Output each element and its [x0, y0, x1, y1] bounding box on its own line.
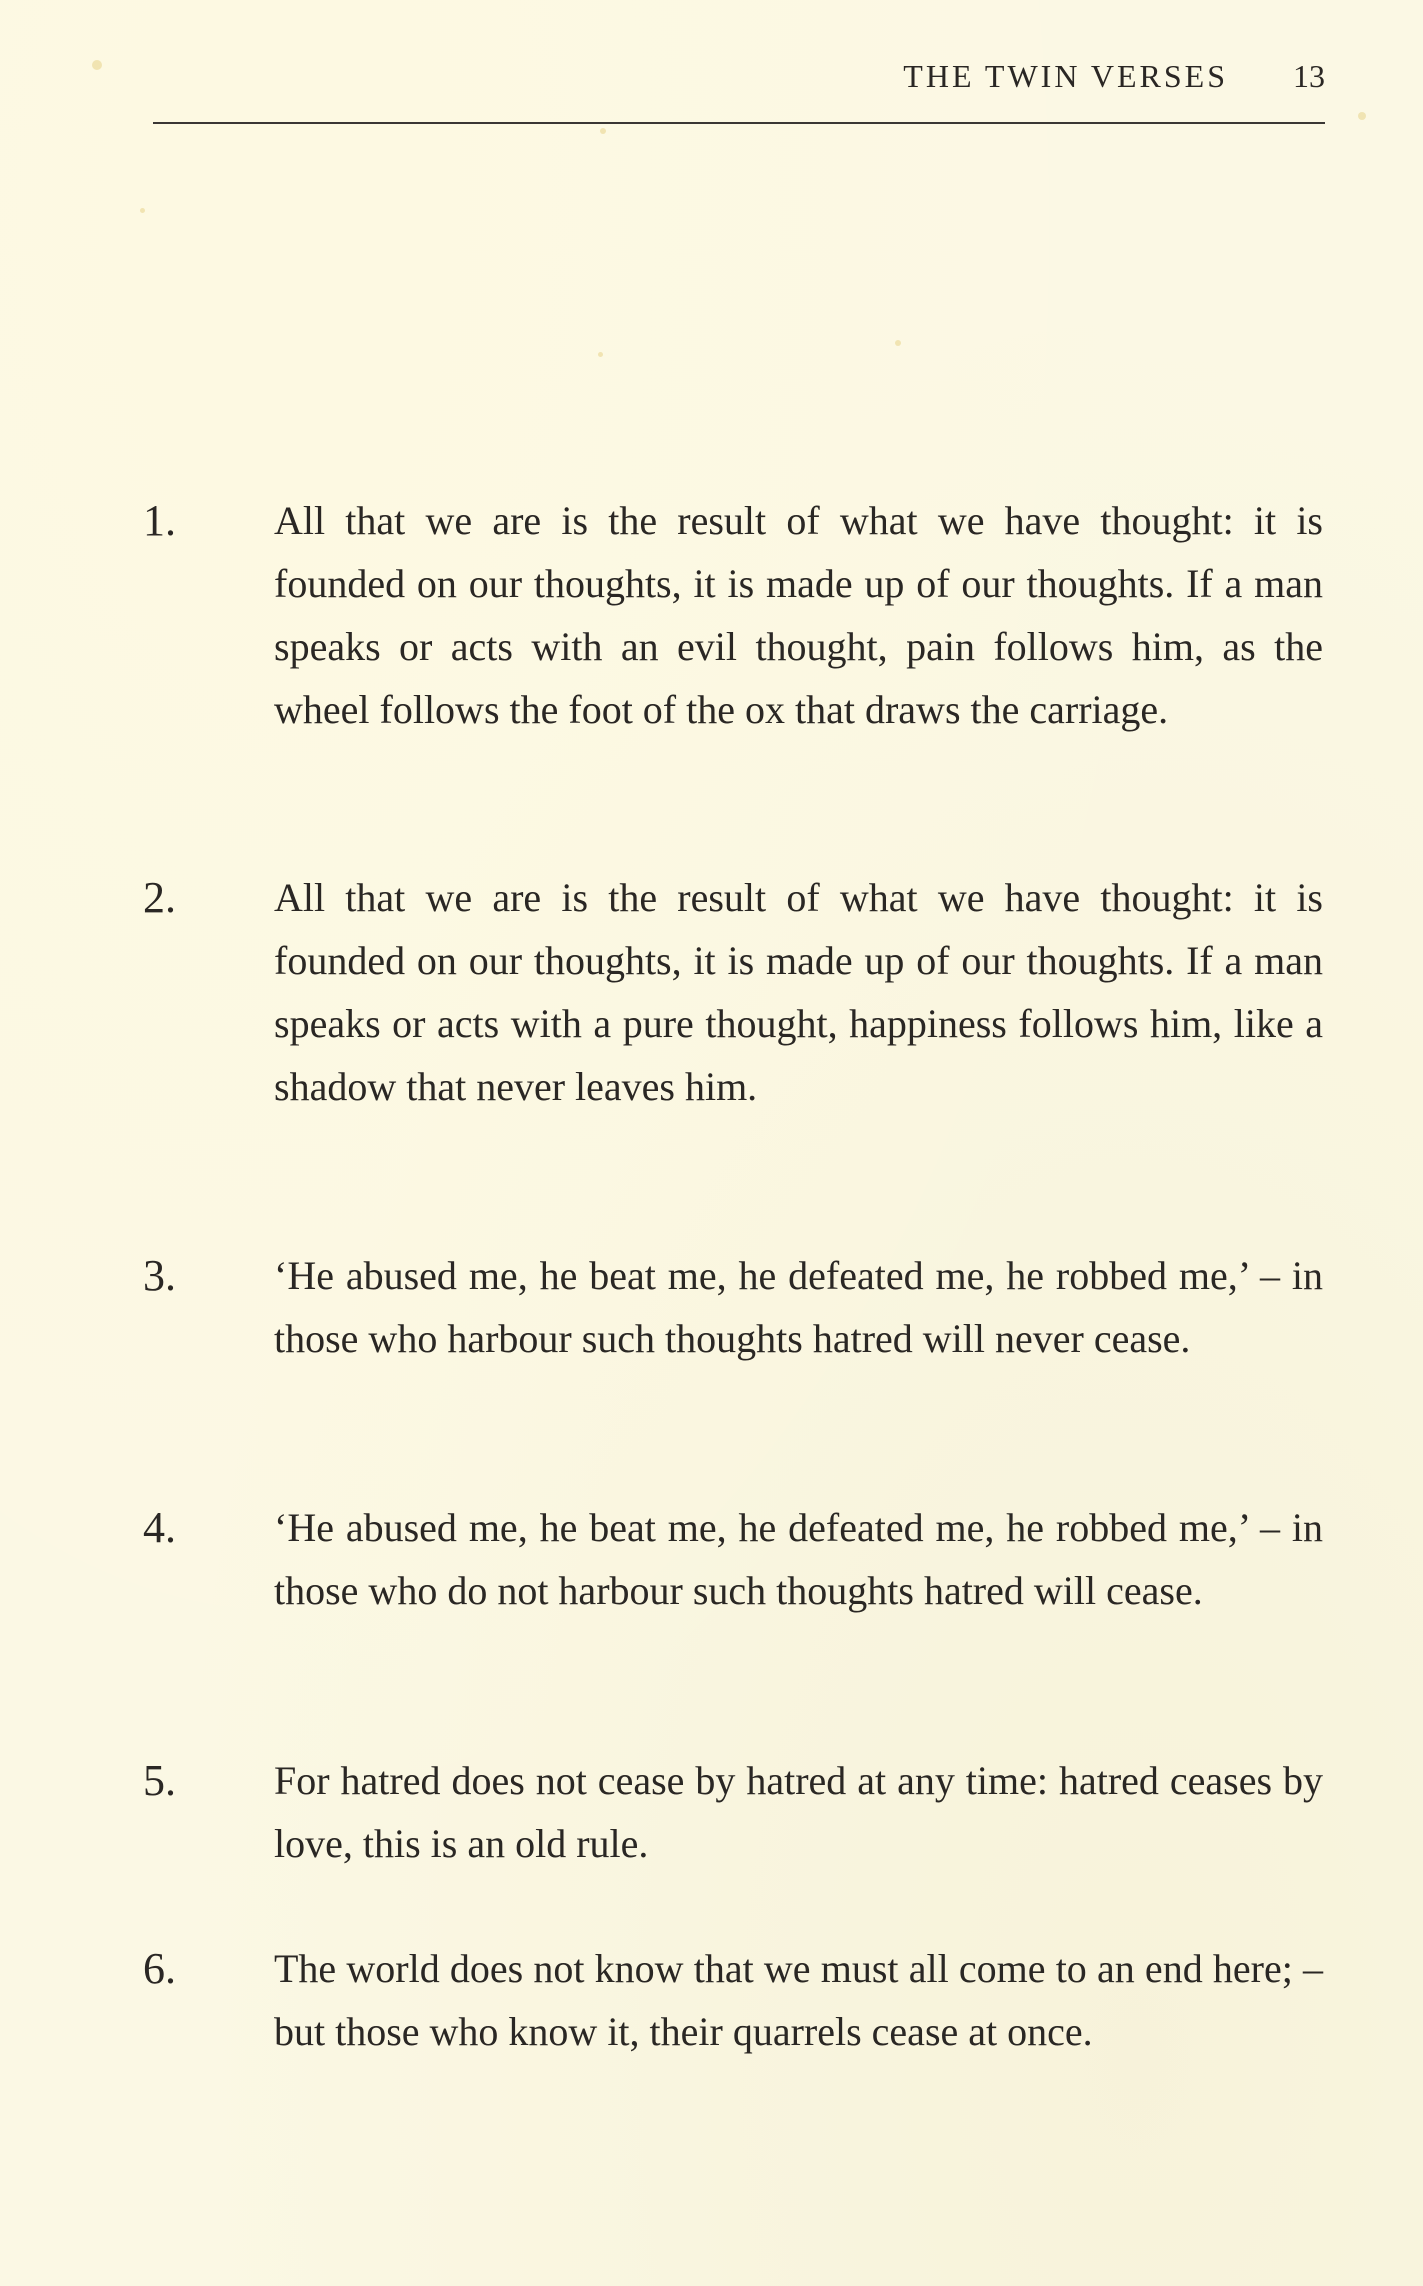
verse-number: 5. — [143, 1756, 176, 1805]
page-number: 13 — [1293, 58, 1325, 94]
header-rule — [153, 122, 1325, 124]
verse-number: 6. — [143, 1944, 176, 1993]
verse-text: ‘He abused me, he beat me, he defeated me, he robbed me,’ – in those who harbour such thoughts hatred will never cease. — [274, 1253, 1323, 1361]
paper-speck — [600, 128, 606, 134]
verse-number: 4. — [143, 1503, 176, 1552]
running-head — [153, 58, 1325, 102]
verse-text: The world does not know that we must all come to an end here; – but those who know it, their quarrels cease at once. — [274, 1946, 1323, 2054]
paper-speck — [140, 208, 145, 213]
verse-number: 3. — [143, 1251, 176, 1300]
paper-speck — [92, 60, 102, 70]
verse-text: All that we are is the result of what we have thought: it is founded on our thoughts, it is made up of our thoughts. If a man speaks or acts with an evil thought, pain follows him, as the wheel follows the foot of the ox that draws the carriage. — [274, 498, 1323, 732]
verse-number: 2. — [143, 873, 176, 922]
verse-text: All that we are is the result of what we have thought: it is founded on our thoughts, it is made up of our thoughts. If a man speaks or acts with a pure thought, happiness follows him, like a shadow that never leaves him. — [274, 875, 1323, 1109]
running-title: THE TWIN VERSES — [903, 58, 1228, 94]
paper-speck — [1358, 112, 1366, 120]
verse-text: For hatred does not cease by hatred at any time: hatred ceases by love, this is an old rule. — [274, 1758, 1323, 1866]
verse-text: ‘He abused me, he beat me, he defeated me, he robbed me,’ – in those who do not harbour such thoughts hatred will cease. — [274, 1505, 1323, 1613]
paper-speck — [598, 352, 603, 357]
verse-number: 1. — [143, 496, 176, 545]
paper-speck — [895, 340, 901, 346]
